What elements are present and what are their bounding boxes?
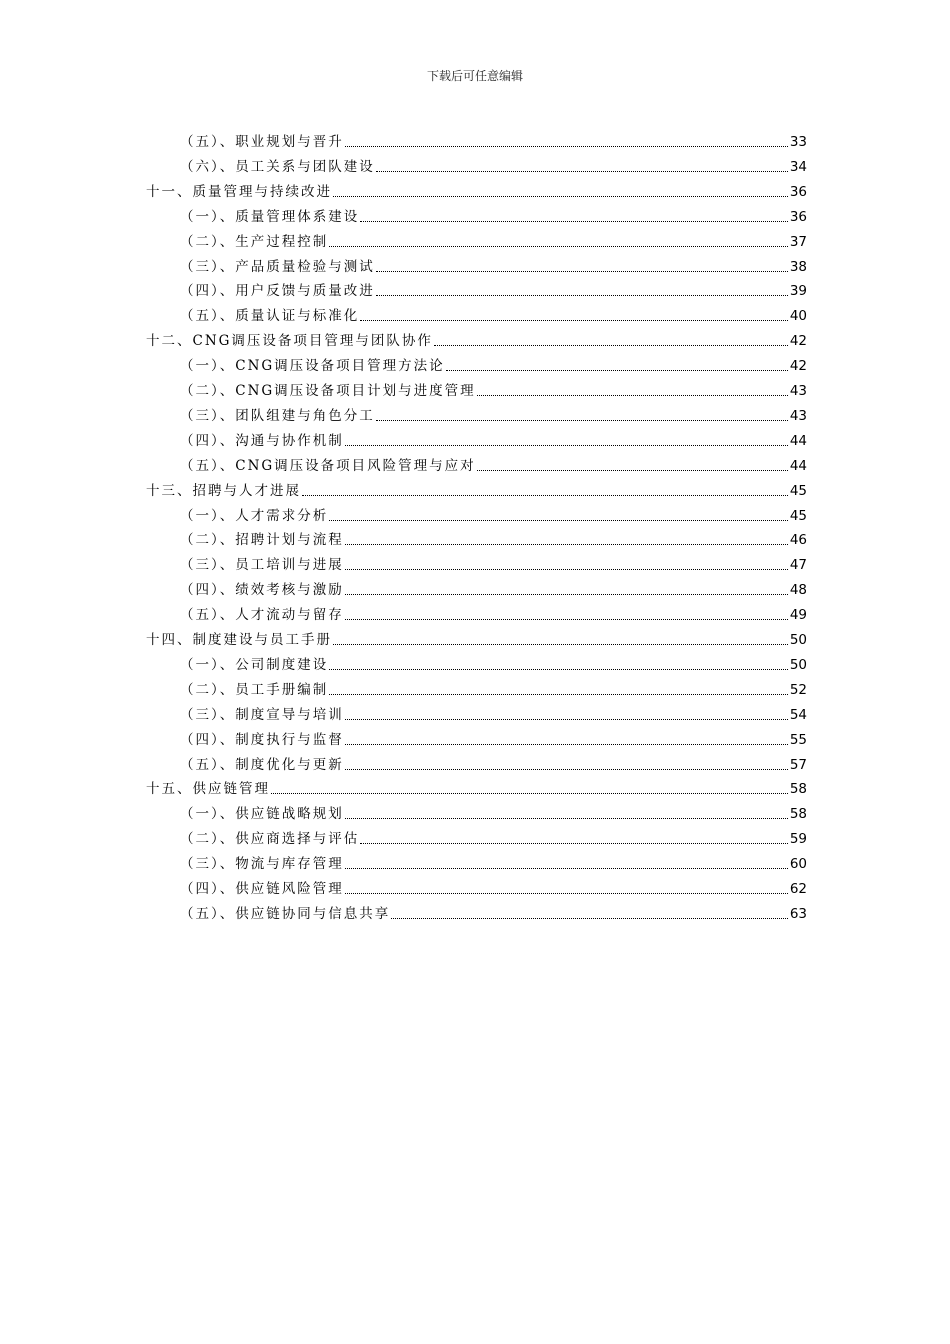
toc-entry-page-number: 50 bbox=[789, 656, 807, 673]
toc-dot-leader bbox=[345, 769, 788, 770]
toc-entry-label: 十三、招聘与人才进展 bbox=[146, 482, 301, 499]
toc-dot-leader bbox=[345, 146, 788, 147]
toc-entry-page-number: 49 bbox=[789, 607, 807, 624]
toc-entry[interactable] bbox=[180, 725, 807, 749]
toc-dot-leader bbox=[360, 843, 788, 844]
toc-entry-label: （一）、人才需求分析 bbox=[180, 507, 329, 524]
toc-entry-page-number: 50 bbox=[789, 632, 807, 648]
toc-dot-leader bbox=[376, 271, 788, 272]
toc-entry[interactable] bbox=[146, 625, 807, 649]
toc-entry[interactable] bbox=[180, 301, 807, 325]
toc-entry-page-number: 33 bbox=[789, 134, 807, 150]
toc-entry-label: 十一、质量管理与持续改进 bbox=[146, 183, 332, 200]
toc-entry-page-number: 58 bbox=[789, 806, 807, 823]
toc-dot-leader bbox=[345, 569, 788, 570]
toc-entry-label: （三）、产品质量检验与测试 bbox=[180, 258, 375, 275]
toc-entry[interactable] bbox=[146, 774, 807, 798]
toc-dot-leader bbox=[302, 495, 788, 496]
toc-entry[interactable] bbox=[180, 252, 807, 276]
toc-entry-label: （二）、CNG调压设备项目计划与进度管理 bbox=[180, 383, 476, 399]
toc-dot-leader bbox=[345, 818, 788, 819]
toc-dot-leader bbox=[329, 694, 788, 695]
toc-dot-leader bbox=[434, 345, 788, 346]
toc-entry-page-number: 40 bbox=[789, 308, 807, 325]
toc-entry-label: 十五、供应链管理 bbox=[146, 781, 270, 798]
toc-entry-page-number: 44 bbox=[789, 432, 807, 449]
toc-entry-label: （四）、沟通与协作机制 bbox=[180, 432, 344, 449]
toc-entry-label: （五）、CNG调压设备项目风险管理与应对 bbox=[180, 457, 476, 474]
toc-dot-leader bbox=[376, 171, 788, 172]
toc-entry[interactable] bbox=[180, 650, 807, 674]
toc-entry[interactable] bbox=[180, 152, 807, 176]
toc-entry[interactable] bbox=[146, 476, 807, 500]
toc-entry-page-number: 34 bbox=[789, 158, 807, 175]
toc-entry-page-number: 38 bbox=[789, 258, 807, 275]
toc-entry[interactable] bbox=[180, 750, 807, 774]
toc-entry[interactable] bbox=[180, 799, 807, 823]
toc-entry-label: （二）、生产过程控制 bbox=[180, 233, 329, 250]
toc-entry[interactable] bbox=[180, 550, 807, 574]
toc-entry-page-number: 58 bbox=[789, 781, 807, 798]
toc-dot-leader bbox=[333, 644, 788, 645]
toc-entry-label: （六）、员工关系与团队建设 bbox=[180, 158, 375, 175]
toc-entry-label: 十四、制度建设与员工手册 bbox=[146, 632, 332, 648]
toc-entry-page-number: 48 bbox=[789, 582, 807, 599]
toc-entry-page-number: 42 bbox=[789, 333, 807, 350]
toc-dot-leader bbox=[477, 395, 788, 396]
toc-entry-label: （三）、制度宣导与培训 bbox=[180, 706, 344, 723]
toc-entry[interactable] bbox=[180, 351, 807, 375]
toc-entry[interactable] bbox=[180, 525, 807, 549]
toc-entry-label: （三）、物流与库存管理 bbox=[180, 856, 344, 873]
toc-entry-page-number: 55 bbox=[789, 731, 807, 748]
toc-entry-label: （三）、员工培训与进展 bbox=[180, 557, 344, 574]
toc-entry-page-number: 54 bbox=[789, 706, 807, 723]
toc-entry-label: （一）、公司制度建设 bbox=[180, 656, 329, 673]
toc-entry-page-number: 63 bbox=[789, 905, 807, 922]
toc-entry-label: （五）、供应链协同与信息共享 bbox=[180, 905, 391, 922]
toc-entry-page-number: 47 bbox=[789, 557, 807, 574]
toc-entry[interactable] bbox=[146, 177, 807, 201]
toc-entry-page-number: 52 bbox=[789, 681, 807, 698]
toc-entry-page-number: 43 bbox=[789, 407, 807, 424]
toc-entry-label: （五）、职业规划与晋升 bbox=[180, 134, 344, 150]
toc-entry[interactable] bbox=[180, 451, 807, 475]
toc-dot-leader bbox=[333, 196, 788, 197]
toc-entry[interactable] bbox=[180, 227, 807, 251]
toc-entry-label: （一）、CNG调压设备项目管理方法论 bbox=[180, 358, 445, 375]
toc-dot-leader bbox=[345, 719, 788, 720]
toc-entry[interactable] bbox=[180, 899, 807, 923]
toc-entry-page-number: 45 bbox=[789, 507, 807, 524]
toc-dot-leader bbox=[345, 619, 788, 620]
toc-entry-label: 十二、CNG调压设备项目管理与团队协作 bbox=[146, 333, 433, 350]
toc-entry-page-number: 45 bbox=[789, 482, 807, 499]
toc-entry[interactable] bbox=[180, 700, 807, 724]
toc-dot-leader bbox=[360, 221, 788, 222]
toc-entry[interactable] bbox=[180, 600, 807, 624]
toc-dot-leader bbox=[446, 370, 788, 371]
toc-entry-page-number: 43 bbox=[789, 383, 807, 399]
toc-entry-label: （一）、供应链战略规划 bbox=[180, 806, 344, 823]
toc-dot-leader bbox=[329, 520, 788, 521]
toc-entry[interactable] bbox=[180, 575, 807, 599]
toc-entry-page-number: 42 bbox=[789, 358, 807, 375]
toc-entry-page-number: 60 bbox=[789, 856, 807, 873]
toc-dot-leader bbox=[477, 470, 788, 471]
toc-entry-page-number: 44 bbox=[789, 457, 807, 474]
toc-entry[interactable] bbox=[180, 849, 807, 873]
toc-dot-leader bbox=[376, 420, 788, 421]
toc-entry-page-number: 62 bbox=[789, 881, 807, 897]
toc-entry-label: （五）、人才流动与留存 bbox=[180, 607, 344, 624]
toc-entry-label: （四）、绩效考核与激励 bbox=[180, 582, 344, 599]
toc-entry-label: （二）、供应商选择与评估 bbox=[180, 831, 360, 848]
toc-entry-label: （二）、招聘计划与流程 bbox=[180, 532, 344, 549]
toc-entry[interactable] bbox=[180, 426, 807, 450]
toc-dot-leader bbox=[345, 868, 788, 869]
toc-entry-label: （三）、团队组建与角色分工 bbox=[180, 407, 375, 424]
toc-dot-leader bbox=[360, 320, 788, 321]
toc-entry-page-number: 57 bbox=[789, 756, 807, 773]
toc-entry-page-number: 36 bbox=[789, 183, 807, 200]
toc-dot-leader bbox=[345, 893, 788, 894]
toc-entry-label: （四）、制度执行与监督 bbox=[180, 731, 344, 748]
toc-dot-leader bbox=[271, 793, 788, 794]
page-header: 下载后可任意编辑 bbox=[426, 69, 523, 83]
toc-entry-page-number: 37 bbox=[789, 233, 807, 250]
toc-entry[interactable] bbox=[180, 874, 807, 898]
toc-dot-leader bbox=[345, 544, 788, 545]
toc-entry[interactable] bbox=[180, 276, 807, 300]
toc-entry[interactable] bbox=[180, 501, 807, 525]
toc-entry[interactable] bbox=[180, 202, 807, 226]
toc-dot-leader bbox=[345, 594, 788, 595]
toc-dot-leader bbox=[391, 918, 788, 919]
toc-entry[interactable] bbox=[180, 675, 807, 699]
toc-entry-page-number: 39 bbox=[789, 283, 807, 300]
toc-entry-label: （五）、制度优化与更新 bbox=[180, 756, 344, 773]
toc-dot-leader bbox=[329, 246, 788, 247]
toc-entry-label: （一）、质量管理体系建设 bbox=[180, 208, 360, 225]
toc-entry[interactable] bbox=[180, 127, 807, 151]
toc-entry[interactable] bbox=[180, 401, 807, 425]
toc-entry-label: （四）、供应链风险管理 bbox=[180, 881, 344, 897]
toc-dot-leader bbox=[345, 744, 788, 745]
toc-entry-page-number: 36 bbox=[789, 208, 807, 225]
toc-dot-leader bbox=[345, 445, 788, 446]
toc-dot-leader bbox=[376, 295, 788, 296]
toc-entry-label: （五）、质量认证与标准化 bbox=[180, 308, 360, 325]
toc-entry-label: （四）、用户反馈与质量改进 bbox=[180, 283, 375, 300]
toc-entry-label: （二）、员工手册编制 bbox=[180, 681, 329, 698]
toc-entry-page-number: 59 bbox=[789, 831, 807, 848]
toc-entry[interactable] bbox=[180, 376, 807, 400]
toc-entry[interactable] bbox=[180, 824, 807, 848]
toc-entry-page-number: 46 bbox=[789, 532, 807, 549]
toc-entry[interactable] bbox=[146, 326, 807, 350]
toc-dot-leader bbox=[329, 669, 788, 670]
